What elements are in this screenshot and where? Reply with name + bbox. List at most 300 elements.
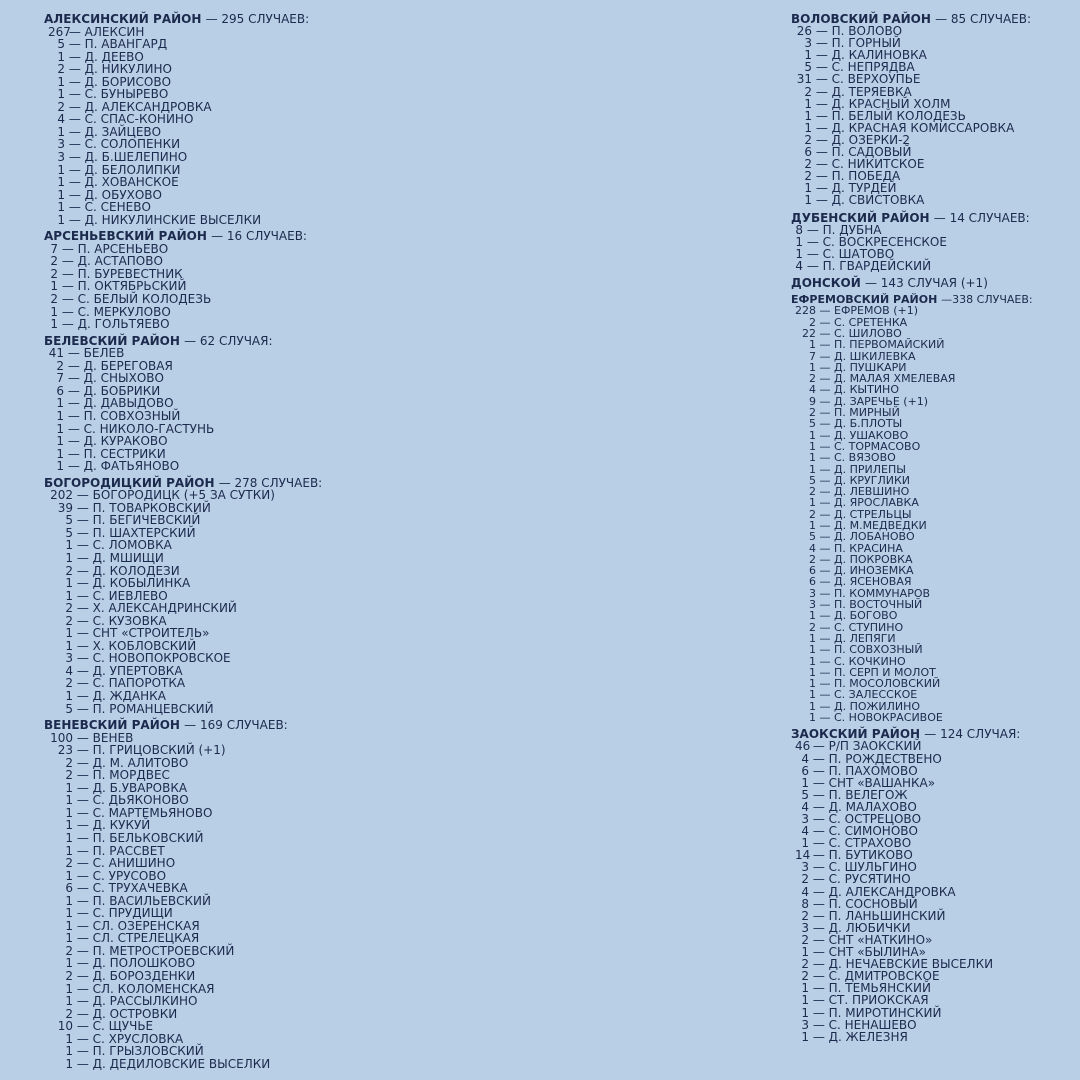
case-count: 1 [809,428,816,442]
locality-name: — Д. МАЛАХОВО [812,799,917,814]
locality-name: — С. ДМИТРОВСКОЕ [812,969,940,984]
case-count: 1 [809,643,816,657]
locality-name: — Д. ЯРОСЛАВКА [819,496,919,510]
case-count: 3 [801,1017,809,1032]
district-section [791,212,1071,272]
case-count: 2 [57,62,65,77]
locality-name: — Д. СНЫХОВО [67,371,164,386]
locality-name: — С. РУСЯТИНО [812,872,911,887]
case-count: 1 [57,175,65,190]
case-count: 1 [57,124,65,139]
locality-row [44,703,464,716]
locality-name: — Д. ДАВЫДОВО [67,396,174,411]
case-count: 1 [809,631,816,645]
locality-name: — С. МЕРКУЛОВО [61,304,171,319]
locality-name: — С. НИКИТСКОЕ [815,157,925,172]
case-count: 1 [801,945,809,960]
locality-name: — С. ШАТОВО [806,246,895,261]
case-count: 5 [809,530,816,544]
locality-name: — П. БУРЕВЕСТНИК [61,266,183,281]
case-count: 3 [57,150,65,165]
case-count: 1 [801,981,809,996]
locality-name: — П. СОВХОЗНЫЙ [67,408,181,423]
locality-name: — С. ПАПОРОТКА [76,676,186,691]
case-count: 1 [809,496,816,510]
case-count: 1 [65,538,73,553]
case-count: 1 [50,317,58,332]
district-title: БЕЛЕВСКИЙ РАЙОН [44,333,180,348]
case-count: 1 [57,212,65,227]
locality-name: — Д. ТЕРЯЕВКА [815,84,912,99]
left-column [44,13,464,1070]
locality-name: — С. СРЕТЕНКА [819,315,908,329]
case-count: 2 [809,552,816,566]
district-section [791,728,1071,1042]
locality-name: — СЛ. КОЛОМЕНСКАЯ [76,981,215,996]
locality-name: — П. ВОСТОЧНЫЙ [819,598,923,612]
case-count: 1 [801,993,809,1008]
district-total: —338 СЛУЧАЕВ: [941,293,1033,307]
case-count: 1 [65,638,73,653]
locality-name: — СЛ. СТРЕЛЕЦКАЯ [76,931,200,946]
case-count: 4 [57,112,65,127]
locality-row [791,194,1071,206]
case-count: 1 [65,868,73,883]
locality-row [44,214,464,227]
case-count: 1 [804,120,812,135]
locality-name: — Д. НИКУЛИНО [68,62,172,77]
locality-name: — С. СТРАХОВО [812,836,912,851]
locality-name: — Р/П ЗАОКСКИЙ [812,739,922,754]
locality-name: — П. ВАСИЛЬЕВСКИЙ [76,893,212,908]
locality-row [44,460,464,473]
case-count: 2 [50,254,58,269]
case-count: 2 [801,957,809,972]
case-count: 1 [56,396,64,411]
case-count: 1 [801,775,809,790]
locality-name: — П. РОМАНЦЕВСКИЙ [76,701,214,716]
locality-name: — П. ЛАНЬШИНСКИЙ [812,908,946,923]
locality-name: — П. ГВАРДЕЙСКИЙ [806,258,932,273]
case-count: 6 [801,763,809,778]
locality-name: — СНТ «НАТКИНО» [812,932,933,947]
case-count: 5 [801,787,809,802]
district-section [791,277,1071,289]
locality-name: — ВЕНЕВ [76,730,134,745]
case-count: 6 [809,575,816,589]
case-count: 2 [809,507,816,521]
locality-name: — СНТ «ВАШАНКА» [812,775,936,790]
case-count: 1 [65,818,73,833]
case-count: 1 [809,360,816,374]
locality-name: — Д. ШКИЛЕВКА [819,349,916,363]
locality-name: — П. РАССВЕТ [76,843,165,858]
case-count: 4 [809,541,816,555]
locality-name: — С. СПАС-КОНИНО [68,112,194,127]
case-count: 2 [809,315,816,329]
district-title: АРСЕНЬЕВСКИЙ РАЙОН [44,229,207,244]
case-count: 39 [57,500,73,515]
district-section [44,719,464,1070]
locality-name: — Д. ДЕДИЛОВСКИЕ ВЫСЕЛКИ [76,1056,271,1071]
case-count: 1 [57,200,65,215]
locality-name: — П. ДУБНА [806,222,882,237]
case-count: 1 [57,162,65,177]
case-count: 41 [48,346,64,361]
locality-name: — Д. НЕЧАЕВСКИЕ ВЫСЕЛКИ [812,957,994,972]
case-count: 5 [65,701,73,716]
case-count: 1 [804,193,812,208]
locality-name: — П. ВОЛОВО [815,24,903,39]
case-count: 4 [801,824,809,839]
case-count: 1 [809,338,816,352]
locality-name: — БЕЛЕВ [67,346,125,361]
locality-name: — П. БЕГИЧЕВСКИЙ [76,513,201,528]
locality-name: — Д. ЯСЕНОВАЯ [819,575,912,589]
district-title: ДУБЕНСКИЙ РАЙОН [791,210,930,225]
case-count: 1 [801,836,809,851]
locality-name: — Д. ЛЕПЯГИ [819,631,896,645]
case-count: 2 [57,99,65,114]
locality-name: — П. ТЕМЬЯНСКИЙ [812,981,932,996]
district-total: — 62 СЛУЧАЯ: [184,333,273,348]
case-count: 2 [65,1006,73,1021]
locality-name: — Д. Б.ПЛОТЫ [819,417,903,431]
locality-name: — Д. КРАСНАЯ КОМИССАРОВКА [815,120,1015,135]
locality-name: — С. ВЯЗОВО [819,451,896,465]
locality-name: — П. ТОВАРКОВСКИЙ [76,500,211,515]
case-count: 1 [809,609,816,623]
locality-name: — Д. БОБРИКИ [67,383,161,398]
case-count: 3 [801,920,809,935]
case-count: 1 [56,434,64,449]
locality-name: — Д. ПОКРОВКА [819,552,913,566]
district-title: ВЕНЕВСКИЙ РАЙОН [44,718,180,733]
locality-name: — Д. КЫТИНО [819,383,899,397]
locality-name: — С. ТОРМАСОВО [819,439,921,453]
locality-name: — Д. БОРОЗДЕНКИ [76,969,196,984]
locality-name: — П. БЕЛЫЙ КОЛОДЕЗЬ [815,108,966,123]
locality-name: — С. ДЬЯКОНОВО [76,793,189,808]
district-total: — 278 СЛУЧАЕВ: [218,475,323,490]
locality-name: — Д. ИНОЗЕМКА [819,564,914,578]
case-count: 2 [801,932,809,947]
locality-row [791,1031,1071,1043]
case-count: 7 [56,371,64,386]
case-count: 1 [65,805,73,820]
locality-name: — Д. ПРИЛЕПЫ [819,462,906,476]
locality-name: — Д. ЛЮБИЧКИ [812,920,911,935]
locality-name: — С. ЗАЛЕССКОЕ [819,688,918,702]
case-count: 23 [57,743,73,758]
locality-name: — С. НОВОКРАСИВОЕ [819,711,943,725]
locality-name: — СНТ «СТРОИТЕЛЬ» [76,626,210,641]
case-count: 4 [801,799,809,814]
locality-name: — П. ПЕРВОМАЙСКИЙ [819,338,945,352]
case-count: 9 [809,394,816,408]
locality-name: — Д. АЛЕКСАНДРОВКА [68,99,212,114]
locality-name: — П. МОСОЛОВСКИЙ [819,677,941,691]
locality-name: — Д. ПОЛОШКОВО [76,956,196,971]
case-count: 1 [65,588,73,603]
case-count: 2 [65,601,73,616]
case-count: 1 [65,956,73,971]
locality-name: — С. НЕПРЯДВА [815,60,915,75]
case-count: 1 [801,1005,809,1020]
case-count: 1 [804,96,812,111]
locality-name: — С. КУЗОВКА [76,613,167,628]
locality-name: — Д. СТРЕЛЬЦЫ [819,507,912,521]
case-count: 1 [809,451,816,465]
locality-name: — Д. ЖДАНКА [76,688,166,703]
locality-name: — П. БУТИКОВО [812,848,913,863]
locality-name: — П. КОММУНАРОВ [819,586,931,600]
case-count: 1 [809,519,816,532]
locality-name: — П. КРАСИНА [819,541,903,555]
locality-name: — П. АРСЕНЬЕВО [61,241,169,256]
locality-name: — Д. ДЕЕВО [68,49,144,64]
case-count: 1 [65,1056,73,1071]
locality-name: — С. ПРУДИЩИ [76,906,173,921]
locality-name: — АЛЕКСИН [68,24,145,39]
locality-row [791,260,1071,272]
case-count: 2 [65,676,73,691]
case-count: 1 [65,893,73,908]
case-count: 2 [809,485,816,499]
district-total: — 169 СЛУЧАЕВ: [184,718,288,733]
locality-name: — Д. РАССЫЛКИНО [76,994,198,1009]
locality-name: — Д. М.МЕДВЕДКИ [819,519,927,532]
locality-name: — Д. КРУГЛИКИ [819,473,910,487]
case-count: 2 [801,872,809,887]
locality-name: — П. ШАХТЕРСКИЙ [76,525,196,540]
locality-name: — С. БЕЛЫЙ КОЛОДЕЗЬ [61,292,212,307]
case-count: 4 [795,258,803,273]
case-count: 3 [65,651,73,666]
case-count: 10 [57,1019,73,1034]
locality-name: — Д. ЗАЙЦЕВО [68,124,162,139]
district-total: — 124 СЛУЧАЯ: [924,727,1021,742]
case-count: 1 [56,421,64,436]
locality-name: — С. АНИШИНО [76,856,176,871]
case-count: 3 [801,860,809,875]
case-count: 2 [65,768,73,783]
locality-name: — СНТ «БЫЛИНА» [812,945,926,960]
locality-row [791,712,1071,723]
locality-name: — Д. М. АЛИТОВО [76,755,189,770]
case-count: 14 [795,848,811,863]
locality-name: — П. МЕТРОСТРОЕВСКИЙ [76,943,235,958]
case-count: 4 [801,751,809,766]
district-total: — 143 СЛУЧАЯ (+1) [864,275,988,290]
case-count: 1 [65,1031,73,1046]
case-count: 3 [809,598,816,612]
case-count: 1 [804,108,812,123]
locality-name: — П. МИРНЫЙ [819,406,900,420]
case-count: 1 [65,550,73,565]
locality-name: — Д. ОСТРОВКИ [76,1006,178,1021]
locality-name: — С. ШУЛЬГИНО [812,860,917,875]
case-count: 4 [809,383,816,397]
locality-name: — П. ГРИЦОВСКИЙ (+1) [76,743,226,758]
case-count: 5 [65,525,73,540]
locality-name: — БОГОРОДИЦК (+5 ЗА СУТКИ) [76,488,275,503]
locality-name: — С. БУНЫРЕВО [68,87,169,102]
locality-name: — Д. УПЕРТОВКА [76,663,183,678]
locality-name: — С. УРУСОВО [76,868,167,883]
case-count: 6 [56,383,64,398]
case-count: 3 [801,812,809,826]
case-count: 1 [65,780,73,795]
locality-name: — С. НИКОЛО-ГАСТУНЬ [67,421,215,436]
case-count: 6 [65,881,73,896]
locality-name: — С. СОЛОПЕНКИ [68,137,181,152]
locality-name: — П. СЕРП И МОЛОТ [819,665,936,679]
case-count: 1 [65,793,73,808]
case-count: 1 [56,446,64,461]
locality-name: — Д. ПОЖИЛИНО [819,699,921,713]
locality-name: — С. ЩУЧЬЕ [76,1019,154,1034]
case-count: 1 [65,1044,73,1059]
case-count: 2 [804,132,812,147]
case-count: 2 [65,856,73,871]
case-count: 1 [809,462,816,476]
case-count: 2 [65,613,73,628]
locality-name: — Д. ЖЕЛЕЗНЯ [812,1029,908,1044]
locality-name: — Д. БЕЛОЛИПКИ [68,162,181,177]
locality-name: — С. ШИЛОВО [819,326,902,340]
case-count: 2 [809,406,816,420]
locality-name: — Д. КОЛОДЕЗИ [76,563,180,578]
locality-name: — Д. УШАКОВО [819,428,909,442]
locality-name: — П. ПОБЕДА [815,169,901,184]
case-count: 8 [801,896,809,911]
locality-name: — Д. КОБЫЛИНКА [76,576,191,591]
case-count: 2 [50,292,58,307]
case-count: 1 [809,439,816,453]
case-count: 5 [809,417,816,431]
locality-name: — Д. НИКУЛИНСКИЕ ВЫСЕЛКИ [68,212,262,227]
locality-name: — П. РОЖДЕСТВЕНО [812,751,942,766]
case-count: 1 [65,843,73,858]
locality-name: — С. СТУПИНО [819,620,904,634]
case-count: 3 [57,137,65,152]
locality-name: — С. СЕНЕВО [68,200,151,215]
case-count: 1 [795,246,803,261]
locality-name: — Д. МШИЩИ [76,550,164,565]
locality-name: — П. ОКТЯБРЬСКИЙ [61,279,187,294]
district-total: — 295 СЛУЧАЕВ: [205,12,310,26]
case-count: 2 [809,620,816,634]
case-count: 2 [65,969,73,984]
district-header [791,277,1071,289]
locality-name: — Д. ЗАРЕЧЬЕ (+1) [819,394,929,408]
case-count: 22 [802,326,816,340]
case-count: 2 [65,943,73,958]
case-count: 1 [65,931,73,946]
case-count: 2 [809,372,816,386]
locality-name: — П. САДОВЫЙ [815,145,912,160]
locality-name: — Д. БЕРЕГОВАЯ [67,358,173,373]
case-count: 1 [57,187,65,202]
locality-name: — С. НЕНАШЕВО [812,1017,917,1032]
locality-name: — Д. ОБУХОВО [68,187,162,202]
locality-name: — Д. ГОЛЬТЯЕВО [61,317,170,332]
case-count: 31 [796,72,812,87]
locality-name: — С. ТРУХАЧЕВКА [76,881,188,896]
case-count: 2 [801,969,809,984]
locality-name: — С. НОВОПОКРОВСКОЕ [76,651,231,666]
locality-name: — Д. ОЗЕРКИ-2 [815,132,911,147]
locality-name: — П. ПАХОМОВО [812,763,918,778]
case-count: 8 [795,222,803,237]
locality-name: — С. СИМОНОВО [812,824,918,839]
locality-name: — Д. СВИСТОВКА [815,193,925,208]
locality-name: — С. ВЕРХОУПЬЕ [815,72,921,87]
case-count: 1 [795,234,803,249]
case-count: 202 [50,488,73,503]
locality-name: — ЕФРЕМОВ (+1) [819,304,918,318]
locality-name: — Х. АЛЕКСАНДРИНСКИЙ [76,601,237,616]
locality-name: — Д. ПУШКАРИ [819,360,907,374]
locality-name: — П. СЕСТРИКИ [67,446,166,461]
locality-name: — Д. БОГОВО [819,609,898,623]
locality-row [44,1058,464,1071]
locality-name: — Д. КРАСНЫЙ ХОЛМ [815,96,951,111]
case-count: 46 [795,739,811,754]
locality-name: — П. ГРЫЗЛОВСКИЙ [76,1044,204,1059]
case-count: 3 [809,586,816,600]
locality-name: — Д. КУКУЙ [76,818,151,833]
district-section [791,294,1071,723]
case-count: 2 [56,358,64,373]
case-count: 1 [809,665,816,679]
case-count: 1 [65,688,73,703]
locality-name: — Д. АСТАПОВО [61,254,163,269]
locality-name: — С. ИЕВЛЕВО [76,588,168,603]
case-count: 5 [804,60,812,75]
district-title: ВОЛОВСКИЙ РАЙОН [791,12,931,26]
case-count: 1 [809,699,816,713]
case-count: 1 [809,711,816,725]
locality-name: — Д. ЛОБАНОВО [819,530,915,544]
district-title: ЕФРЕМОВСКИЙ РАЙОН [791,293,938,307]
case-count: 2 [804,84,812,99]
locality-name: — Д. ЛЕВШИНО [819,485,910,499]
case-count: 26 [796,24,812,39]
case-count: 5 [57,37,65,52]
locality-name: — П. МОРДВЕС [76,768,170,783]
case-count: 1 [57,87,65,102]
locality-name: — Д. АЛЕКСАНДРОВКА [812,884,956,899]
locality-name: — С. МАРТЕМЬЯНОВО [76,805,213,820]
case-count: 5 [809,473,816,487]
case-count: 1 [65,994,73,1009]
district-title: ДОНСКОЙ [791,275,861,290]
district-section [44,477,464,715]
locality-name: — П. АВАНГАРД [68,37,168,52]
case-count: 267 [48,24,71,39]
case-count: 2 [804,169,812,184]
locality-name: — Д. МАЛАЯ ХМЕЛЕВАЯ [819,372,956,386]
case-count: 2 [65,755,73,770]
district-section [44,335,464,473]
case-count: 1 [50,304,58,319]
case-count: 1 [804,181,812,196]
case-count: 1 [65,981,73,996]
locality-name: — Д. КАЛИНОВКА [815,48,927,63]
case-count: 1 [809,688,816,702]
